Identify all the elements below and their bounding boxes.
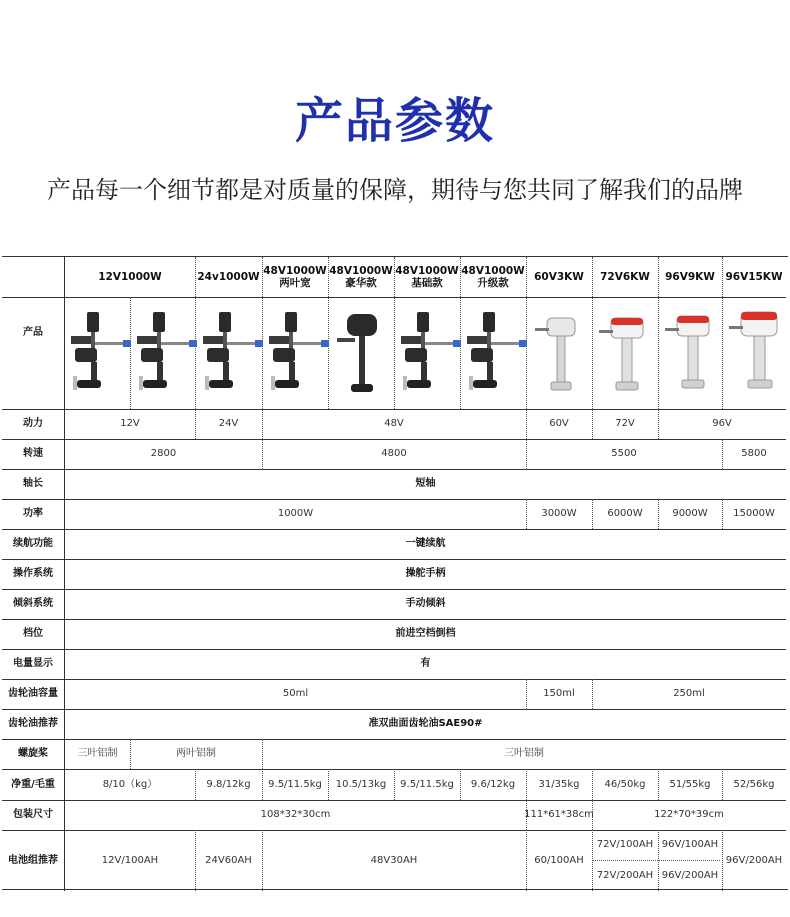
row-label-tilt: 倾斜系统: [13, 598, 53, 610]
battery-recommend-value: 24V60AH: [205, 854, 252, 866]
model-header-line: 升级款: [477, 277, 509, 289]
model-header-line: 60V3KW: [534, 270, 584, 283]
battery-recommend-value: 96V/200AH: [725, 854, 783, 866]
motor-image: [337, 314, 377, 392]
product-images: [65, 298, 786, 409]
row-label-oil-capacity: 齿轮油容量: [8, 688, 58, 700]
weight-value: 31/35kg: [538, 778, 580, 790]
model-header: [394, 257, 460, 297]
power-source-value: 12V: [120, 418, 140, 430]
row-label-product: 产品: [23, 327, 43, 339]
motor-image: [599, 318, 643, 390]
speed-value: 5800: [741, 448, 767, 460]
battery-recommend-value: 60/100AH: [534, 854, 584, 866]
shaft-value: 短轴: [415, 478, 436, 490]
model-header: [328, 257, 394, 297]
model-header-line: 豪华款: [345, 277, 377, 289]
spec-table: [2, 256, 788, 890]
model-header-line: 基础款: [411, 277, 443, 289]
model-header-line: 48V1000W: [263, 264, 327, 277]
model-header-line: 72V6KW: [600, 270, 650, 283]
propeller-value: 两叶铝制: [176, 748, 216, 760]
battery-recommend-value: 96V/100AH: [661, 839, 719, 851]
package-value: 108*32*30cm: [260, 809, 331, 821]
model-header-line: 24v1000W: [197, 270, 260, 283]
battery-recommend-value: 48V30AH: [370, 854, 418, 866]
motor-image: [729, 312, 777, 388]
battery-recommend-value: 12V/100AH: [101, 854, 159, 866]
row-label-battery-recommend: 电池组推荐: [8, 854, 58, 866]
oil-capacity-value: 50ml: [282, 688, 309, 700]
model-header-line: 96V15KW: [725, 270, 783, 283]
power-source-value: 96V: [712, 418, 732, 430]
model-header: [658, 257, 722, 297]
propeller-value: 三叶铝制: [504, 748, 544, 760]
motor-image: [269, 312, 329, 390]
wattage-value: 3000W: [541, 508, 577, 520]
page-subtitle: 产品每一个细节都是对质量的保障，期待与您共同了解我们的品牌: [47, 176, 743, 204]
weight-value: 51/55kg: [669, 778, 711, 790]
tilt-value: 手动倾斜: [405, 598, 446, 610]
wattage-value: 15000W: [733, 508, 775, 520]
model-header: [195, 257, 262, 297]
row-label-cruise: 续航功能: [13, 538, 53, 550]
package-value: 122*70*39cm: [654, 809, 724, 821]
row-label-package: 包装尺寸: [13, 809, 53, 821]
weight-value: 9.5/11.5kg: [268, 778, 322, 790]
power-source-value: 24V: [218, 418, 239, 430]
speed-value: 4800: [381, 448, 407, 460]
propeller-value: 三叶铝制: [77, 748, 118, 760]
power-source-value: 48V: [384, 418, 404, 430]
row-label-propeller: 螺旋桨: [18, 748, 48, 760]
weight-value: 52/56kg: [733, 778, 775, 790]
power-source-value: 72V: [615, 418, 635, 430]
motor-image: [467, 312, 527, 390]
model-header: [65, 257, 195, 297]
model-header: [526, 257, 592, 297]
weight-value: 46/50kg: [604, 778, 646, 790]
row-label-shaft: 轴长: [23, 478, 43, 490]
model-header: [460, 257, 526, 297]
row-label-speed: 转速: [23, 448, 43, 460]
model-header-line: 48V1000W: [461, 264, 525, 277]
row-label-wattage: 功率: [23, 508, 43, 520]
row-label-control: 操作系统: [13, 568, 53, 580]
model-header-line: 12V1000W: [98, 270, 162, 283]
row-label-power-source: 动力: [23, 418, 43, 430]
model-header: [722, 257, 786, 297]
weight-value: 8/10（kg）: [102, 778, 158, 790]
cruise-value: 一键续航: [405, 538, 446, 550]
motor-image: [137, 312, 197, 390]
motor-image: [665, 316, 709, 388]
power-source-value: 60V: [549, 418, 569, 430]
weight-value: 9.8/12kg: [206, 778, 251, 790]
oil-recommend-value: 准双曲面齿轮油SAE90#: [368, 718, 483, 730]
speed-value: 2800: [150, 448, 177, 460]
wattage-value: 6000W: [607, 508, 643, 520]
battery-display-value: 有: [420, 658, 431, 670]
speed-value: 5500: [611, 448, 637, 460]
battery-recommend-value: 96V/200AH: [661, 869, 719, 881]
model-header-line: 48V1000W: [329, 264, 393, 277]
package-value: 111*61*38cm: [524, 809, 594, 821]
oil-capacity-value: 150ml: [543, 688, 575, 700]
oil-capacity-value: 250ml: [673, 688, 705, 700]
row-label-oil-recommend: 齿轮油推荐: [8, 718, 58, 730]
row-label-gear: 档位: [23, 628, 43, 640]
motor-image: [71, 312, 131, 390]
motor-image: [535, 318, 575, 390]
battery-recommend-value: 72V/200AH: [596, 869, 654, 881]
control-value: 操舵手柄: [405, 568, 446, 580]
wattage-value: 1000W: [277, 508, 314, 520]
gear-value: 前进空档倒档: [395, 628, 456, 640]
model-header-line: 两叶宽: [279, 277, 311, 289]
wattage-value: 9000W: [672, 508, 708, 520]
row-label-weight: 净重/毛重: [11, 778, 55, 790]
row-label-battery-display: 电量显示: [13, 658, 53, 670]
motor-image: [401, 312, 461, 390]
weight-value: 9.6/12kg: [470, 778, 516, 790]
weight-value: 9.5/11.5kg: [400, 778, 454, 790]
model-header-line: 96V9KW: [665, 270, 715, 283]
motor-image: [203, 312, 263, 390]
battery-recommend-value: 72V/100AH: [596, 839, 654, 851]
model-header-line: 48V1000W: [395, 264, 459, 277]
model-header: [592, 257, 658, 297]
page-title: 产品参数: [294, 93, 495, 149]
model-header: [262, 257, 328, 297]
weight-value: 10.5/13kg: [335, 778, 387, 790]
